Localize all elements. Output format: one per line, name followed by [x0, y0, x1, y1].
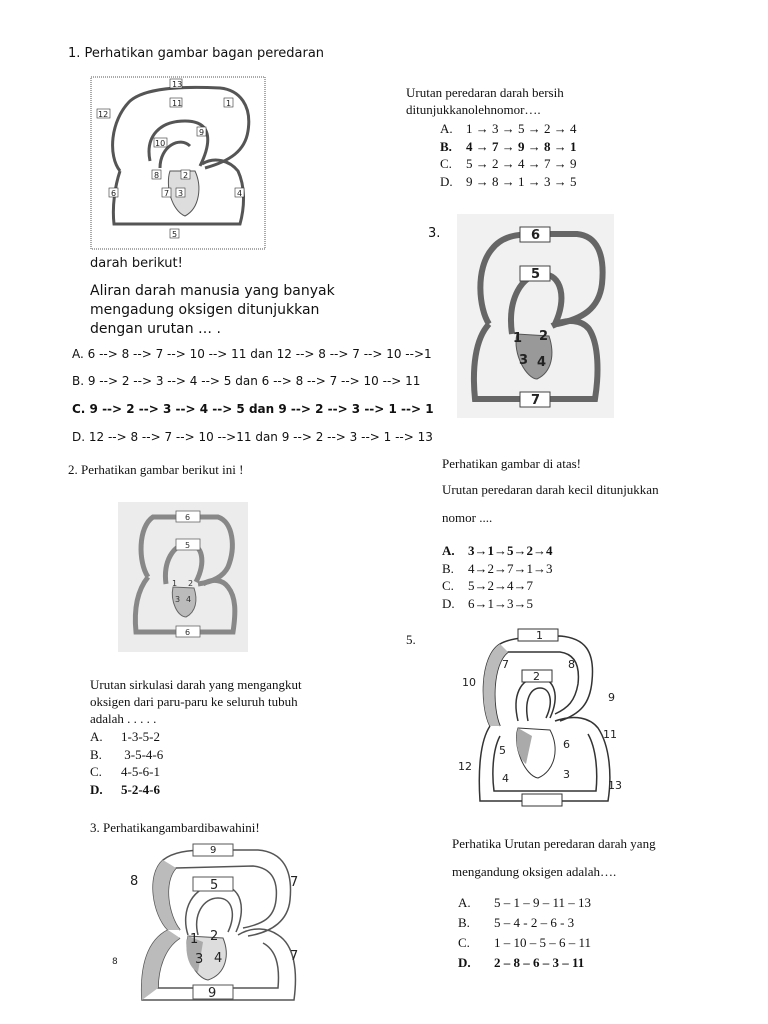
q3b-label: 8 [130, 874, 139, 889]
q3b-label: 8 [112, 957, 118, 967]
q1-option-c: C. 9 --> 2 --> 3 --> 4 --> 5 dan 9 --> 2 --> 3 --> 1 --> 1 [72, 402, 434, 416]
q1-circulation-diagram [90, 76, 266, 250]
q3r-label: 4 [537, 355, 547, 370]
q5-text [452, 836, 656, 880]
q5-label: 4 [502, 772, 509, 785]
q5-label: 7 [502, 658, 509, 671]
q1-label: 10 [155, 139, 166, 148]
q3r-label: 6 [531, 228, 541, 243]
q5-option-d: D. 2 – 8 – 6 – 3 – 11 [458, 955, 585, 970]
q2-text-line: Urutan sirkulasi darah yang mengangkut [90, 677, 302, 692]
q5-label: 2 [533, 670, 540, 683]
q5-line: mengandung oksigen adalah…. [452, 864, 617, 879]
qr1-text [406, 84, 564, 118]
q3r-option-b: B. 4→2→7→1→3 [442, 560, 553, 576]
q3b-heading: 3. Perhatikangambardibawahini! [90, 820, 260, 835]
q3b-circulation-diagram [108, 840, 313, 1010]
q5-circulation-diagram [450, 626, 640, 816]
q3r-label: 7 [531, 393, 541, 408]
q2-option-a: A. 1-3-5-2 [90, 729, 160, 744]
q1-label: 6 [111, 189, 117, 198]
q1-option-a: A. 6 --> 8 --> 7 --> 10 --> 11 dan 12 --> 8 --> 7 --> 10 -->1 [72, 347, 432, 361]
q3b-label: 9 [210, 845, 217, 856]
q3r-option-a: A. 3→1→5→2→4 [442, 543, 553, 558]
q5-label: 6 [563, 738, 570, 751]
q1-option-b: B. 9 --> 2 --> 3 --> 4 --> 5 dan 6 --> 8 --> 7 --> 10 --> 11 [72, 374, 421, 388]
qr1-option-c: C. 5 → 2 → 4 → 7 → 9 [440, 156, 577, 171]
q2-option-c: C. 4-5-6-1 [90, 764, 160, 779]
q3r-label: 2 [539, 329, 549, 344]
q1-label: 12 [98, 110, 109, 119]
q3r-label: 5 [531, 267, 541, 282]
q1-continuation: darah berikut! [90, 256, 183, 271]
q1-option-d: D. 12 --> 8 --> 7 --> 10 -->11 dan 9 --> 2 --> 3 --> 1 --> 13 [72, 430, 433, 444]
q5-option-a: A. 5 – 1 – 9 – 11 – 13 [458, 895, 592, 910]
q3r-line: Perhatikan gambar di atas! [442, 456, 581, 471]
q2-option-d: D. 5-2-4-6 [90, 781, 160, 797]
q3b-label: 4 [214, 951, 223, 966]
q3b-label: 1 [190, 932, 199, 947]
q1-label: 8 [154, 171, 160, 180]
qr1-option-a: A. 1 → 3 → 5 → 2 → 4 [440, 121, 577, 136]
q1-question-line: mengadung oksigen ditunjukkan [90, 302, 320, 318]
q1-label: 13 [172, 80, 183, 89]
q3r-options [442, 542, 553, 612]
q3r-label: 1 [513, 331, 523, 346]
q5-label: 5 [499, 744, 506, 757]
q3r-text [442, 456, 659, 526]
q2-text-line: adalah . . . . . [90, 711, 157, 726]
q1-question-line: dengan urutan … . [90, 321, 221, 337]
q2-label: 3 [175, 595, 181, 604]
qr1-line: ditunjukkanolehnomor…. [406, 102, 541, 117]
q2-label: 1 [172, 579, 178, 588]
q2-label: 2 [188, 579, 194, 588]
q2-options [90, 728, 163, 798]
q5-label: 12 [458, 760, 472, 773]
q5-label: 13 [608, 779, 622, 792]
q1-label: 3 [178, 189, 184, 198]
q5-label: 8 [568, 658, 575, 671]
q3b-label: 2 [210, 929, 219, 944]
q1-label: 4 [237, 189, 243, 198]
q5-label: 3 [563, 768, 570, 781]
q2-heading: 2. Perhatikan gambar berikut ini ! [68, 462, 244, 477]
q3b-label: 7 [290, 875, 299, 890]
q1-question [90, 282, 335, 339]
q2-label: 6 [185, 628, 191, 637]
q3r-number: 3. [428, 226, 441, 241]
q2-text [90, 676, 362, 727]
qr1-option-b: B. 4 → 7 → 9 → 8 → 1 [440, 138, 577, 154]
q2-circulation-diagram [118, 502, 248, 652]
qr1-option-d: D. 9 → 8 → 1 → 3 → 5 [440, 173, 577, 189]
q1-label: 9 [199, 128, 205, 137]
q3b-label: 3 [195, 952, 204, 967]
q5-option-c: C. 1 – 10 – 5 – 6 – 11 [458, 935, 592, 950]
q1-question-line: Aliran darah manusia yang banyak [90, 283, 335, 299]
q3r-circulation-diagram [457, 214, 614, 418]
q3r-line: nomor .... [442, 510, 493, 525]
q3r-label: 3 [519, 353, 529, 368]
q1-label: 11 [172, 99, 183, 108]
q1-heading: 1. Perhatikan gambar bagan peredaran [68, 46, 325, 61]
q2-label: 5 [185, 541, 191, 550]
q2-label: 4 [186, 595, 192, 604]
q1-label: 1 [226, 99, 232, 108]
q3b-label: 9 [208, 986, 217, 1001]
q1-label: 7 [164, 189, 170, 198]
q5-label: 9 [608, 691, 615, 704]
q5-label: 10 [462, 676, 476, 689]
q3r-line: Urutan peredaran darah kecil ditunjukkan [442, 482, 659, 497]
q3r-option-d: D. 6→1→3→5 [442, 595, 533, 611]
q3r-option-c: C. 5→2→4→7 [442, 578, 533, 593]
q5-label: 11 [603, 728, 617, 741]
q3b-label: 7 [290, 949, 299, 964]
q5-options [458, 893, 591, 973]
qr1-line: Urutan peredaran darah bersih [406, 85, 564, 100]
q5-label: 1 [536, 629, 543, 642]
q5-line: Perhatika Urutan peredaran darah yang [452, 836, 656, 851]
q3b-label: 5 [210, 878, 219, 893]
q5-number: 5. [406, 632, 416, 647]
q5-option-b: B. 5 – 4 - 2 – 6 - 3 [458, 915, 575, 930]
q2-text-line: oksigen dari paru-paru ke seluruh tubuh [90, 694, 298, 709]
q1-label: 2 [183, 171, 189, 180]
q1-label: 5 [172, 230, 178, 239]
qr1-options [440, 120, 577, 190]
q2-label: 6 [185, 513, 191, 522]
q2-option-b: B. 3-5-4-6 [90, 746, 164, 762]
